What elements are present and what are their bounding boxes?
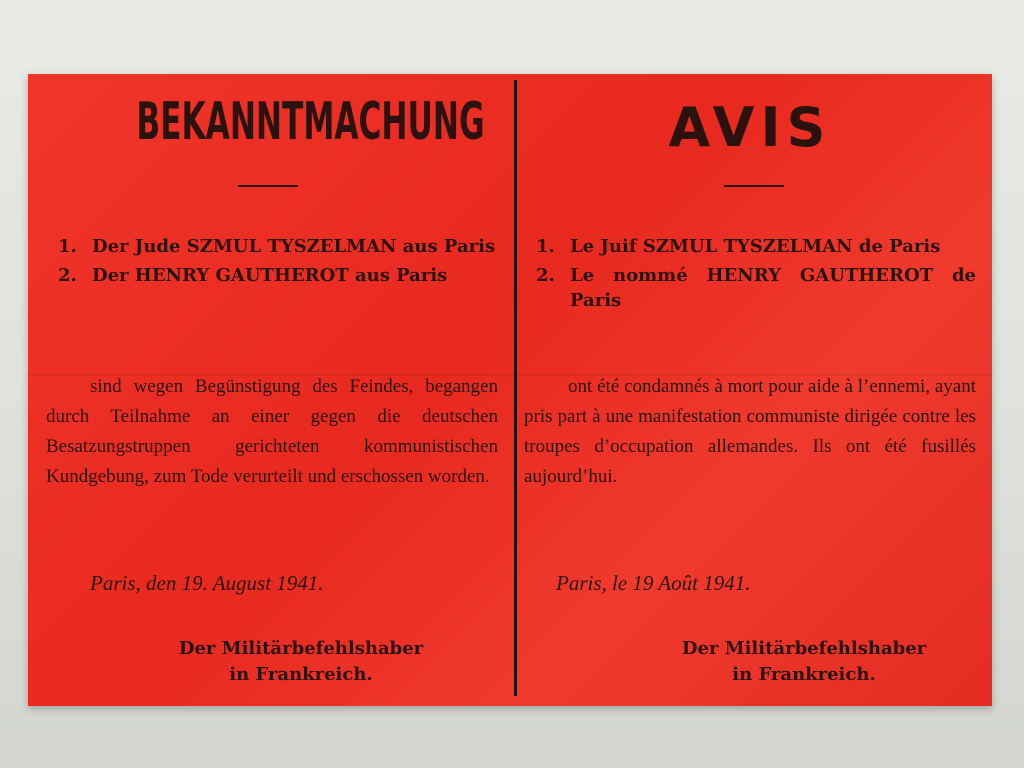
- signature-line: in Frankreich.: [732, 664, 876, 685]
- signature-line: Der Militärbefehlshaber: [681, 638, 927, 659]
- item-number: 2.: [536, 265, 555, 286]
- signature-line: in Frankreich.: [229, 664, 373, 685]
- item-text: Le nommé HENRY GAUTHEROT de Paris: [570, 265, 976, 311]
- german-dateline: Paris, den 19. August 1941.: [90, 571, 324, 595]
- list-item: [536, 263, 976, 313]
- german-title: BEKANNTMACHUNG: [136, 92, 485, 152]
- french-title: AVIS: [668, 96, 832, 159]
- german-column: [46, 74, 498, 706]
- red-poster: [28, 74, 992, 706]
- german-title-rule: [238, 185, 298, 187]
- german-list: [58, 234, 498, 292]
- french-body: ont été condamnés à mort pour aide à l’ennemi, ayant pris part à une manifestation communiste dirigée contre les troupes d’occupation allemandes. Ils ont été fusillés aujourd’hui.: [524, 376, 976, 487]
- french-title-rule: [724, 185, 784, 187]
- list-item: [536, 234, 976, 259]
- french-signature: [624, 636, 984, 688]
- item-number: 2.: [58, 265, 77, 286]
- german-signature: [136, 636, 466, 688]
- french-dateline: Paris, le 19 Août 1941.: [556, 571, 751, 595]
- french-column: [524, 74, 976, 706]
- item-text: Der Jude SZMUL TYSZELMAN aus Paris: [92, 236, 496, 257]
- item-text: Der HENRY GAUTHEROT aus Paris: [92, 265, 448, 286]
- item-number: 1.: [58, 236, 77, 257]
- german-body: sind wegen Begünstigung des Feindes, begangen durch Teilnahme an einer gegen die deutschen Besatzungstruppen gerichteten kommunistischen Kundgebung, zum Tode verurteilt und erschossen worden.: [46, 376, 498, 487]
- list-item: [58, 263, 498, 288]
- french-list: [536, 234, 976, 317]
- signature-line: Der Militärbefehlshaber: [178, 638, 424, 659]
- column-divider: [514, 80, 517, 696]
- item-text: Le Juif SZMUL TYSZELMAN de Paris: [570, 236, 941, 257]
- item-number: 1.: [536, 236, 555, 257]
- list-item: [58, 234, 498, 259]
